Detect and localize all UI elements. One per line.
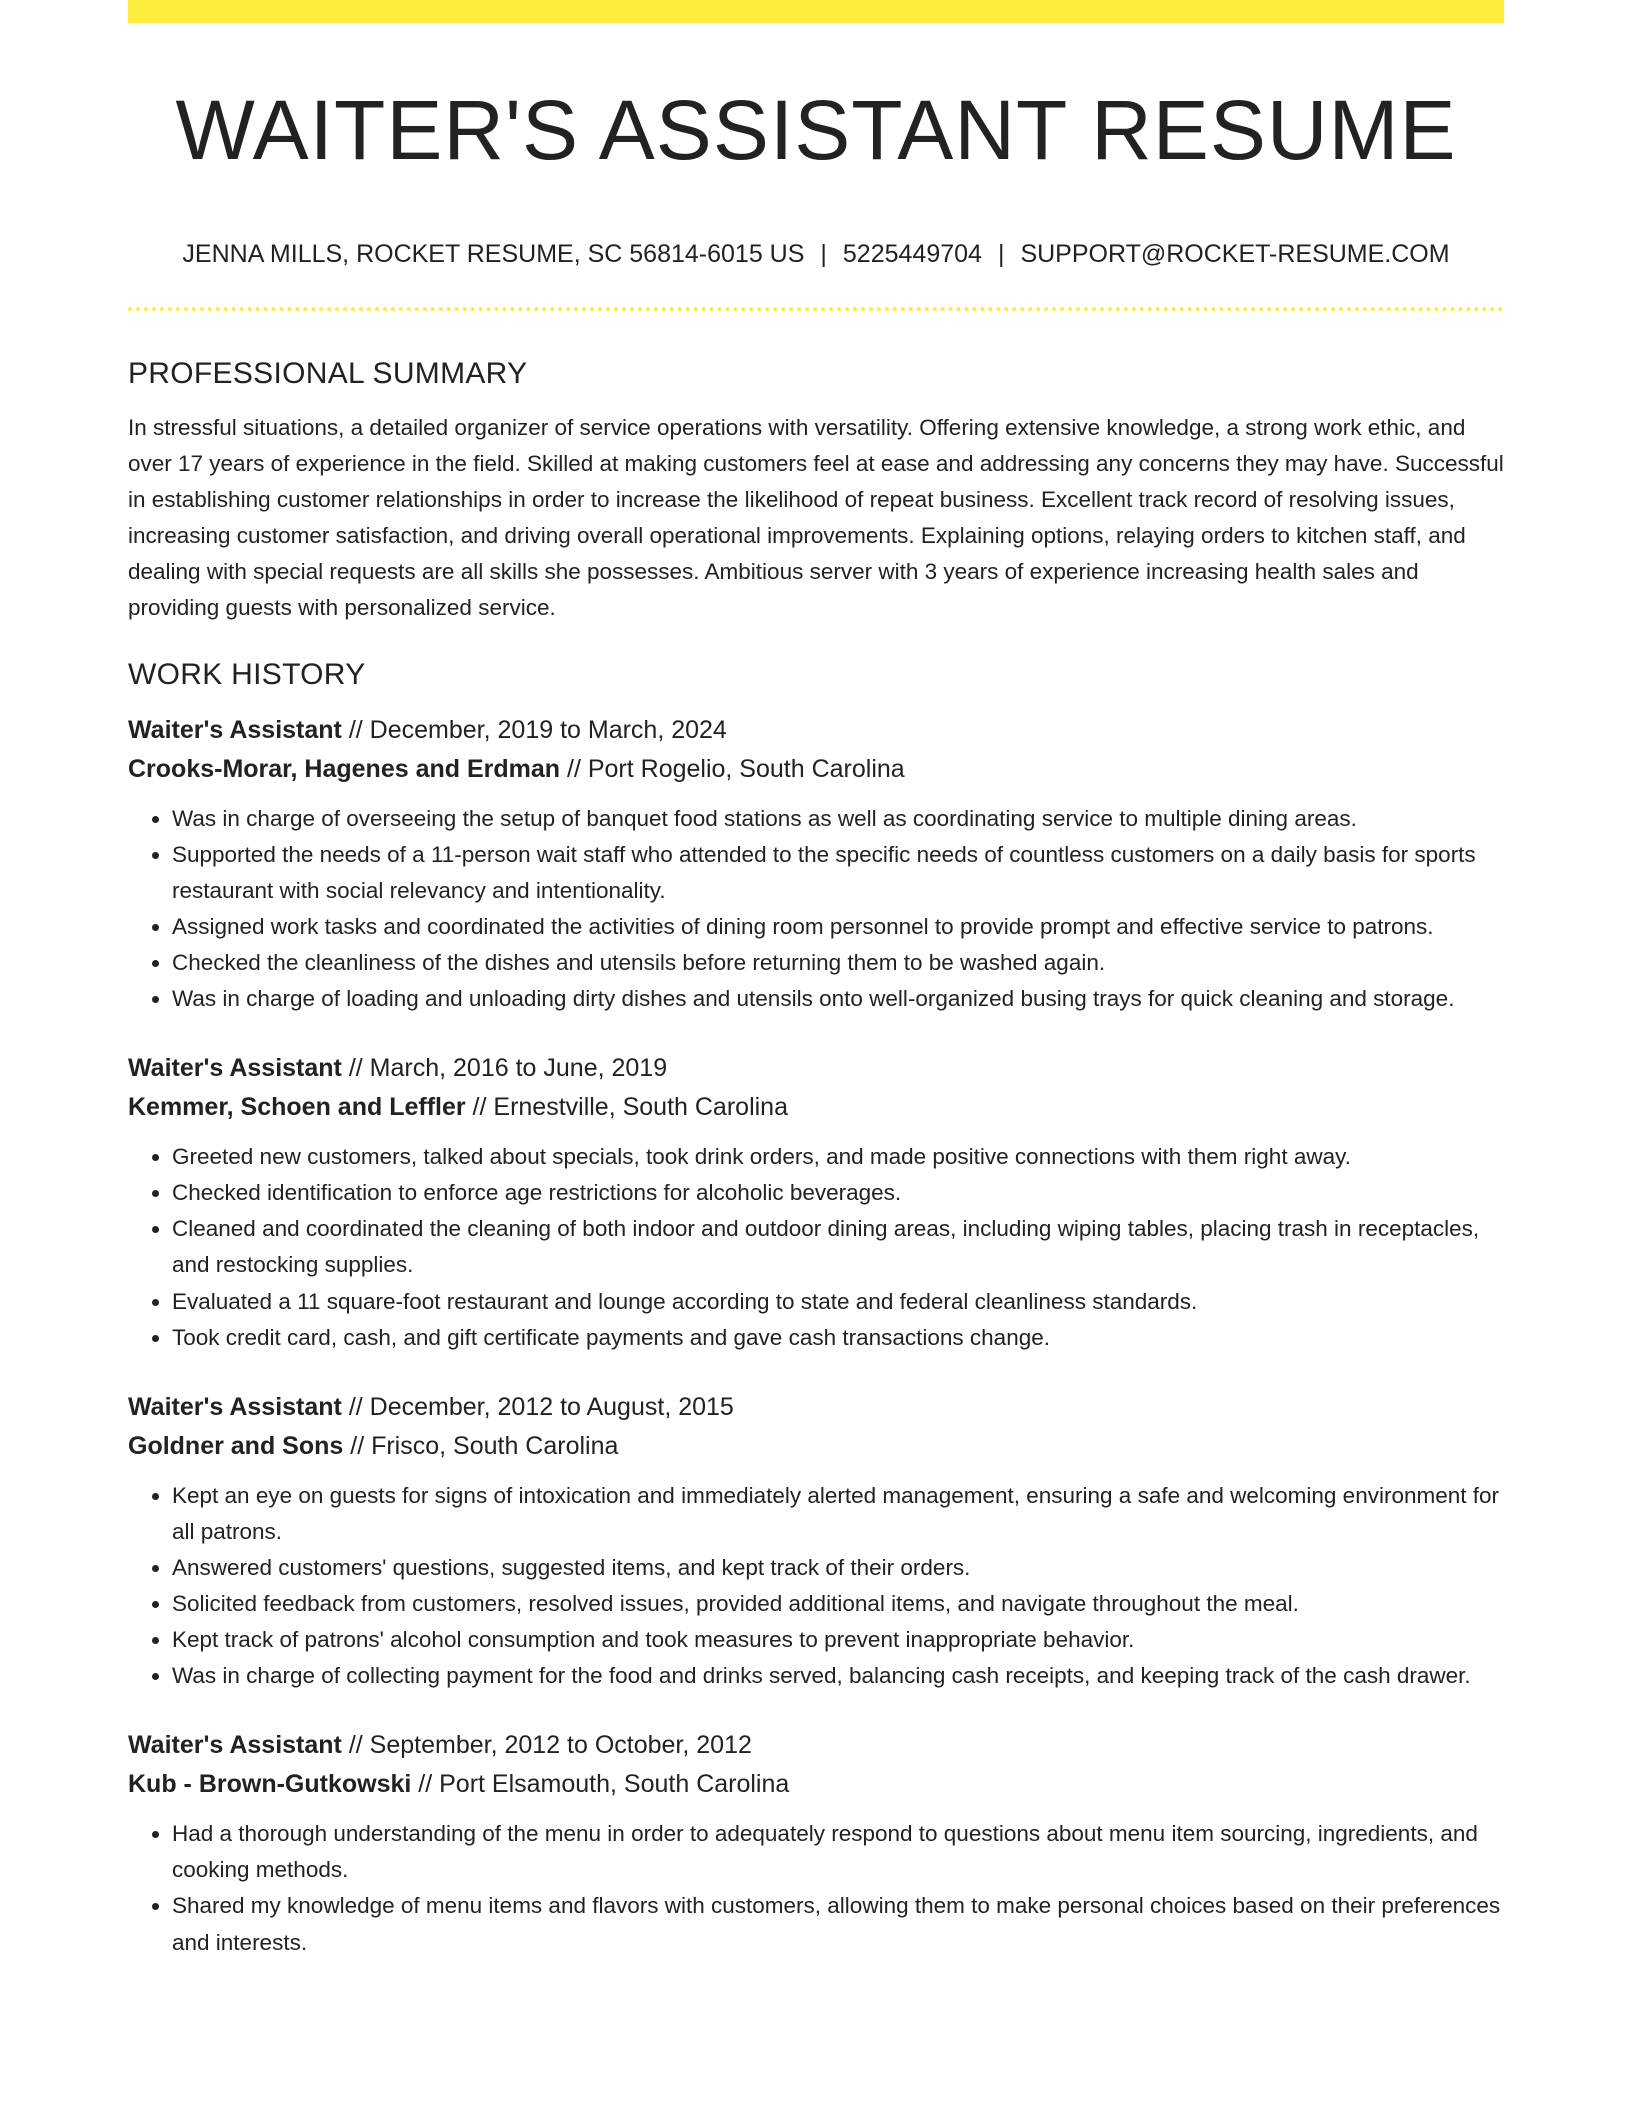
- job-dates: // March, 2016 to June, 2019: [341, 1054, 668, 1083]
- job-dates: // September, 2012 to October, 2012: [341, 1731, 752, 1760]
- resume-content: [128, 352, 1504, 1961]
- job-bullet: • Was in charge of collecting payment for the food and drinks served, balancing cash receipts, and keeping track of the cash drawer.: [172, 1658, 1504, 1694]
- contact-phone: 5225449704: [842, 240, 982, 268]
- job-company: Crooks-Morar, Hagenes and Erdman: [128, 754, 561, 783]
- job-role: Waiter's Assistant: [128, 1731, 342, 1760]
- job-bullet: • Answered customers' questions, suggested items, and kept track of their orders.: [172, 1550, 1504, 1586]
- job-bullet: • Assigned work tasks and coordinated the activities of dining room personnel to provide prompt and effective service to patrons.: [172, 909, 1504, 945]
- job-bullet-list: [128, 1816, 1504, 1960]
- job-role: Waiter's Assistant: [128, 1392, 342, 1421]
- job-company-line: [128, 1427, 1504, 1466]
- job-list: [128, 711, 1504, 1961]
- job-entry: [128, 1726, 1504, 1960]
- job-location: // Port Rogelio, South Carolina: [560, 754, 905, 783]
- job-company-line: [128, 1088, 1504, 1127]
- job-bullet: • Evaluated a 11 square-foot restaurant and lounge according to state and federal cleanliness standards.: [172, 1284, 1504, 1320]
- contact-separator: |: [997, 240, 1005, 268]
- job-company-line: [128, 750, 1504, 789]
- job-bullet: • Was in charge of overseeing the setup of banquet food stations as well as coordinating service to multiple dining areas.: [172, 801, 1504, 837]
- job-bullet: • Shared my knowledge of menu items and flavors with customers, allowing them to make personal choices based on their preferences and interests.: [172, 1888, 1504, 1960]
- job-role: Waiter's Assistant: [128, 715, 342, 744]
- job-title-line: [128, 711, 1504, 750]
- job-bullet: • Had a thorough understanding of the menu in order to adequately respond to questions about menu item sourcing, ingredients, and cooking methods.: [172, 1816, 1504, 1888]
- job-location: // Ernestville, South Carolina: [465, 1093, 788, 1122]
- job-bullet: • Took credit card, cash, and gift certificate payments and gave cash transactions change.: [172, 1320, 1504, 1356]
- job-bullet: • Supported the needs of a 11-person wait staff who attended to the specific needs of countless customers on a daily basis for sports restaurant with social relevancy and intentionality.: [172, 837, 1504, 909]
- job-title-line: [128, 1388, 1504, 1427]
- job-bullet: • Kept an eye on guests for signs of intoxication and immediately alerted management, ensuring a safe and welcoming environment for all patrons.: [172, 1478, 1504, 1550]
- job-bullet-list: [128, 1478, 1504, 1695]
- job-bullet: • Checked the cleanliness of the dishes and utensils before returning them to be washed again.: [172, 945, 1504, 981]
- contact-address: JENNA MILLS, ROCKET RESUME, SC 56814-6015 US: [182, 240, 805, 268]
- job-company-line: [128, 1765, 1504, 1804]
- summary-text: In stressful situations, a detailed organizer of service operations with versatility. Offering extensive knowledge, a strong work ethic, and over 17 years of experience in the field. Skilled at making customers feel at ease and addressing any concerns they may have. Successful in establishing customer relationships in order to increase the likelihood of repeat business. Excellent track record of resolving issues, increasing customer satisfaction, and driving overall operational improvements. Explaining options, relaying orders to kitchen staff, and dealing with special requests are all skills she possesses. Ambitious server with 3 years of experience increasing health sales and providing guests with personalized service.: [128, 415, 1504, 621]
- job-bullet: • Kept track of patrons' alcohol consumption and took measures to prevent inappropriate behavior.: [172, 1622, 1504, 1658]
- job-company: Kub - Brown-Gutkowski: [128, 1770, 412, 1799]
- job-bullet-list: [128, 801, 1504, 1018]
- job-entry: [128, 1388, 1504, 1695]
- job-bullet: • Was in charge of loading and unloading dirty dishes and utensils onto well-organized busing trays for quick cleaning and storage.: [172, 981, 1504, 1017]
- job-bullet: • Greeted new customers, talked about specials, took drink orders, and made positive connections with them right away.: [172, 1139, 1504, 1175]
- job-company: Kemmer, Schoen and Leffler: [128, 1093, 466, 1122]
- job-bullet-list: [128, 1139, 1504, 1356]
- job-entry: [128, 711, 1504, 1018]
- job-dates: // December, 2019 to March, 2024: [341, 715, 727, 744]
- job-location: // Port Elsamouth, South Carolina: [411, 1770, 790, 1799]
- job-title-line: [128, 1726, 1504, 1765]
- job-bullet: • Solicited feedback from customers, resolved issues, provided additional items, and navigate throughout the meal.: [172, 1586, 1504, 1622]
- accent-bar: [128, 0, 1504, 23]
- job-title-line: [128, 1049, 1504, 1088]
- job-bullet: • Checked identification to enforce age restrictions for alcoholic beverages.: [172, 1175, 1504, 1211]
- job-role: Waiter's Assistant: [128, 1054, 342, 1083]
- job-dates: // December, 2012 to August, 2015: [341, 1392, 734, 1421]
- job-company: Goldner and Sons: [128, 1431, 344, 1460]
- dotted-divider: [128, 307, 1504, 311]
- contact-line: [128, 236, 1504, 272]
- job-location: // Frisco, South Carolina: [343, 1431, 619, 1460]
- job-bullet: • Cleaned and coordinated the cleaning of both indoor and outdoor dining areas, including wiping tables, placing trash in receptacles, and restocking supplies.: [172, 1211, 1504, 1283]
- contact-separator: |: [820, 240, 827, 268]
- summary-heading: PROFESSIONAL SUMMARY: [128, 357, 528, 390]
- work-history-heading: WORK HISTORY: [128, 657, 366, 691]
- page-title: WAITER'S ASSISTANT RESUME: [175, 83, 1457, 177]
- job-entry: [128, 1049, 1504, 1356]
- contact-email: SUPPORT@ROCKET-RESUME.COM: [1020, 240, 1450, 268]
